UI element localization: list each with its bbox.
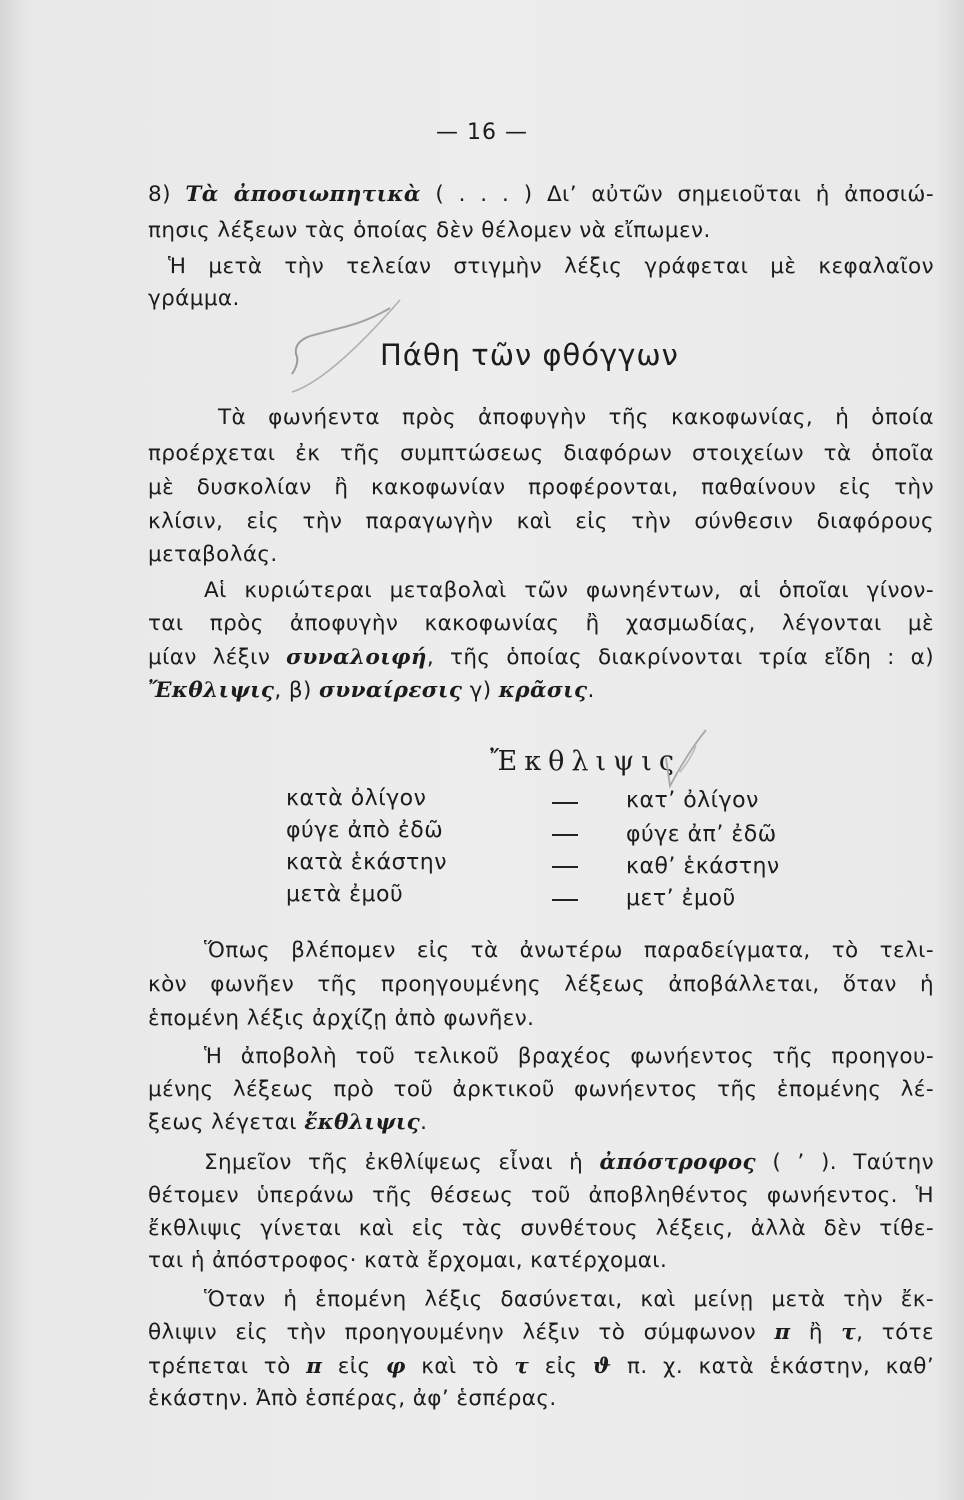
para2-text-d: γ) [469, 678, 492, 703]
term-ekthlipsis-2: ἔκθλιψις [304, 1110, 421, 1135]
para6-text-g: εἰς [544, 1354, 578, 1379]
para4-text-a: ξεως λέγεται [148, 1110, 297, 1135]
example-after: φύγε ἀπ’ ἐδῶ [626, 822, 777, 847]
para4-text-end: . [420, 1110, 428, 1135]
para6-text-e: εἰς [337, 1354, 371, 1379]
example-before: κατὰ ἑκάστην [286, 850, 447, 875]
para4-line-1: Ἡ ἀποβολὴ τοῦ τελικοῦ βραχέος φωνήεντος τῆς προηγου- [204, 1044, 934, 1069]
para2-line-4 [148, 678, 934, 703]
term-ekthlipsis: Ἔκθλιψις [148, 678, 275, 703]
para5-line-1 [204, 1150, 934, 1175]
term-apostrophos: ἀπόστροφος [599, 1150, 756, 1175]
example-dash [552, 802, 578, 804]
letter-tau-2: τ [514, 1354, 530, 1379]
para5-line-2: θέτομεν ὑπεράνω τῆς θέσεως τοῦ ἀποβληθέντος φωνήεντος. Ἡ [148, 1183, 934, 1208]
letter-pi: π [774, 1320, 791, 1345]
intro-line-4: γράμμα. [148, 286, 240, 311]
intro-line-3: Ἡ μετὰ τὴν τελείαν στιγμὴν λέξις γράφεται μὲ κεφαλαῖον [168, 254, 934, 279]
para3-line-2: κὸν φωνῆεν τῆς προηγουμένης λέξεως ἀποβάλλεται, ὅταν ἡ [148, 972, 934, 997]
para2-text-c: , β) [274, 678, 312, 703]
para2-text-a: μίαν λέξιν [148, 645, 271, 670]
letter-phi: φ [385, 1354, 406, 1379]
intro-line-1-text: ( . . . ) Δι’ αὐτῶν σημειοῦται ἡ ἀποσιώ- [435, 182, 934, 207]
para6-text-d: τρέπεται τὸ [148, 1354, 291, 1379]
para2-line-1: Αἱ κυριώτεραι μεταβολαὶ τῶν φωνηέντων, αἱ ὁποῖαι γίνον- [204, 578, 934, 603]
para2-line-3 [148, 645, 934, 670]
para5-line-3: ἔκθλιψις γίνεται καὶ εἰς τὰς συνθέτους λέξεις, ἀλλὰ δὲν τίθε- [148, 1216, 934, 1241]
para2-text-end: . [587, 678, 595, 703]
para4-line-3 [148, 1110, 934, 1135]
example-dash [552, 899, 578, 901]
para4-line-2: μένης λέξεως πρὸ τοῦ ἀρκτικοῦ φωνήεντος τῆς ἑπομένης λέ- [148, 1077, 934, 1102]
example-after: καθ’ ἑκάστην [626, 854, 780, 879]
para6-line-3 [148, 1354, 934, 1379]
para1-line-1: Τὰ φωνήεντα πρὸς ἀποφυγὴν τῆς κακοφωνίας, ἡ ὁποία [218, 405, 934, 430]
para6-line-2 [148, 1320, 934, 1345]
letter-theta: ϑ [592, 1354, 612, 1379]
para5-line-4: ται ἡ ἀπόστροφος· κατὰ ἔρχομαι, κατέρχομαι. [148, 1248, 668, 1273]
para1-line-4: κλίσιν, εἰς τὴν παραγωγὴν καὶ εἰς τὴν σύνθεσιν διαφόρους [148, 509, 934, 534]
para2-line-2: ται πρὸς ἀποφυγὴν κακοφωνίας ἢ χασμωδίας, λέγονται μὲ [148, 611, 934, 636]
example-before: φύγε ἀπὸ ἐδῶ [286, 818, 444, 843]
example-after: κατ’ ὀλίγον [626, 788, 759, 813]
para1-line-3: μὲ δυσκολίαν ἢ κακοφωνίαν προφέρονται, παθαίνουν εἰς τὴν [148, 475, 934, 500]
para6-text-f: καὶ τὸ [421, 1354, 499, 1379]
para6-text-a: θλιψιν εἰς τὴν προηγουμένην λέξιν τὸ σύμφωνον [148, 1320, 756, 1345]
example-before: μετὰ ἐμοῦ [286, 882, 404, 907]
item-label: 8) [148, 182, 171, 207]
para2-text-b: , τῆς ὁποίας διακρίνονται τρία εἴδη : α) [426, 645, 935, 670]
subsection-title: Ἔκθλιψις [490, 746, 681, 777]
section-title: Πάθη τῶν φθόγγων [380, 338, 679, 372]
para1-line-5: μεταβολάς. [148, 542, 278, 567]
term-synaloiphe: συναλοιφή [286, 645, 427, 670]
para6-text-b: ἢ [808, 1320, 823, 1345]
example-before: κατὰ ὀλίγον [286, 786, 427, 811]
term-synairesis: συναίρεσις [319, 678, 463, 703]
para5-text-a: Σημεῖον τῆς ἐκθλίψεως εἶναι ἡ [204, 1150, 584, 1175]
term-krasis: κρᾶσις [498, 678, 588, 703]
letter-tau: τ [841, 1320, 857, 1345]
example-after: μετ’ ἐμοῦ [626, 886, 736, 911]
para6-line-1: Ὅταν ἡ ἑπομένη λέξις δασύνεται, καὶ μείνῃ μετὰ τὴν ἔκ- [204, 1287, 934, 1312]
page-number: — 16 — [436, 120, 528, 145]
para3-line-1: Ὅπως βλέπομεν εἰς τὰ ἀνωτέρω παραδείγματα, τὸ τελι- [204, 938, 934, 963]
letter-pi-2: π [306, 1354, 323, 1379]
para6-text-h: π. χ. κατὰ ἑκάστην, καθ’ [626, 1354, 935, 1379]
para5-text-b: ( ’ ). Ταύτην [772, 1150, 934, 1175]
intro-line-1 [148, 182, 934, 207]
intro-line-2: πησις λέξεων τὰς ὁποίας δὲν θέλομεν νὰ εἴπωμεν. [148, 218, 711, 243]
para6-line-4: ἑκάστην. Ἀπὸ ἑσπέρας, ἀφ’ ἑσπέρας. [148, 1386, 557, 1411]
term-aposiopetika: Τὰ ἀποσιωπητικὰ [185, 182, 421, 207]
para6-text-c: , τότε [856, 1320, 935, 1345]
para1-line-2: προέρχεται ἐκ τῆς συμπτώσεως διαφόρων στοιχείων τὰ ὁποῖα [148, 441, 934, 466]
example-dash [552, 866, 578, 868]
example-dash [552, 834, 578, 836]
para3-line-3: ἑπομένη λέξις ἀρχίζῃ ἀπὸ φωνῆεν. [148, 1006, 535, 1031]
